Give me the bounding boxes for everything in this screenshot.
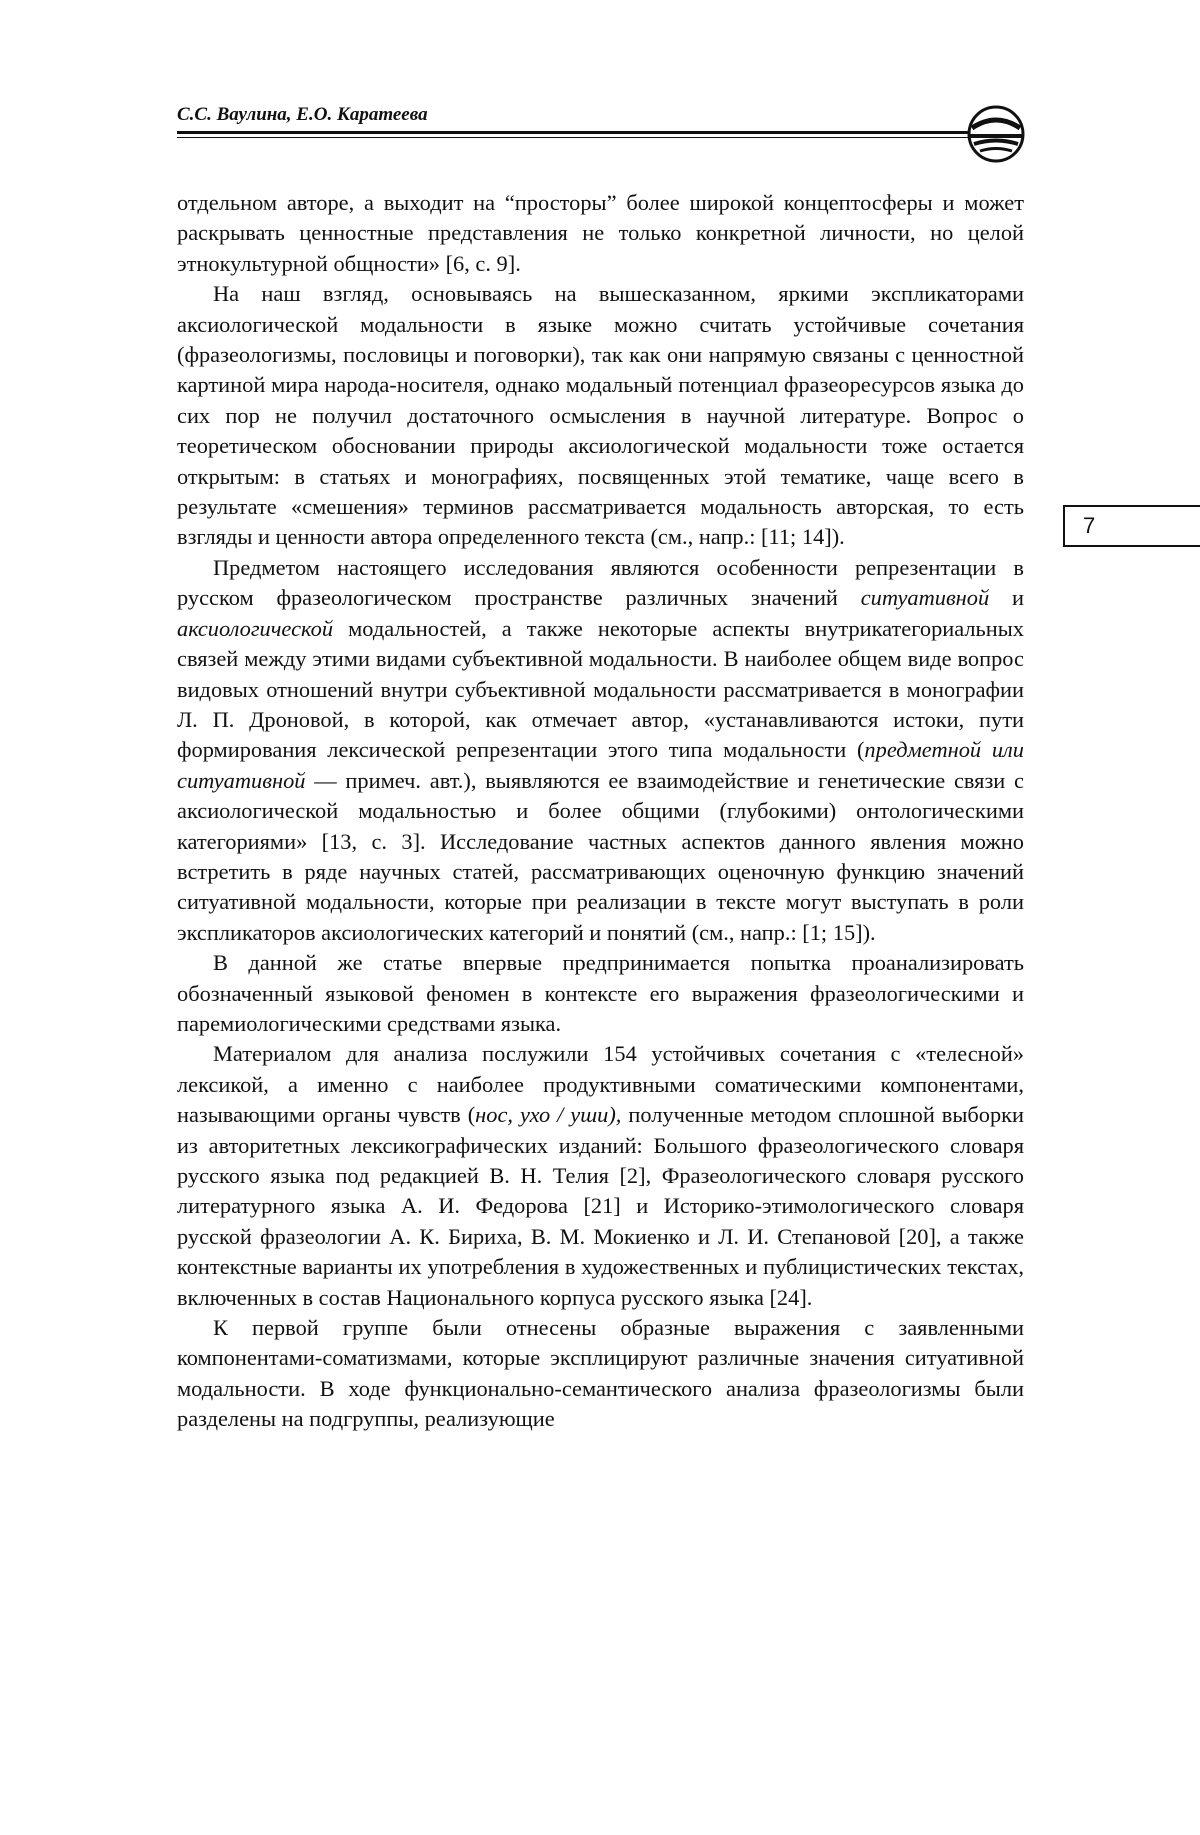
italic-term: аксиологической [177,615,334,641]
paragraph [177,279,1024,553]
text-run: — примеч. авт.), выявляются ее взаимодействие и генетические связи с аксиологической модальностью и более общими (глубокими) онтологическими категориями» [13, с. 3]. Исследование частных аспектов данного явления можно встретить в ряде научных статей, рассматривающих оценочную функцию значений ситуативной модальности, которые при реализации в тексте могут выступать в роли экспликаторов аксиологических категорий и понятий (см., напр.: [1; 15]). [177,767,1024,945]
text-run: отдельном авторе, а выходит на “просторы” более широкой концептосферы и может раскрывать ценностные представления не только конкретной личности, но целой этнокультурной общности» [6, с. 9]. [177,190,1024,276]
text-run: Материалом для анализа послужили 154 устойчивых сочетания с «телесной» лексикой, а именно с наиболее продуктивными соматическими компонентами, называющими органы чувств ( [177,1041,1024,1128]
running-head-authors: С.С. Ваулина, Е.О. Каратеева [177,104,428,125]
header-rule-thick [177,131,969,134]
text-run: и [989,585,1024,611]
journal-logo-icon [966,104,1026,164]
paragraph [177,1313,1024,1435]
paragraph [177,948,1024,1039]
text-run: На наш взгляд, основываясь на вышесказанном, яркими экспликаторами аксиологической модальности в языке можно считать устойчивые сочетания (фразеологизмы, пословицы и поговорки), так как они напрямую связаны с ценностной картиной мира народа-носителя, однако модальный потенциал фразеоресурсов языка до сих пор не получил достаточного осмысления в научной литературе. Вопрос о теоретическом обосновании природы аксиологической модальности тоже остается открытым: в статьях и монографиях, посвященных этой тематике, чаще всего в результате «смешения» терминов рассматривается модальность авторская, то есть взгляды и ценности автора определенного текста (см., напр.: [11; 14]). [177,281,1024,550]
paragraph [177,188,1024,279]
italic-term: нос, ухо / уши), [475,1102,622,1128]
text-run: Предметом настоящего исследования являются особенности репрезентации в русском фразеологическом пространстве различных значений [177,554,1024,611]
header-rule-thin [177,137,969,138]
paragraph [177,1039,1024,1313]
article-body [177,188,1024,1435]
page-number: 7 [1083,513,1096,538]
italic-term: ситуативной [860,585,990,611]
page-number-tab [1063,505,1200,547]
italic-term: предметной или ситуативной [177,737,1024,793]
paragraph [177,553,1024,948]
text-run: полученные методом сплошной выборки из авторитетных лексикографических изданий: Большого фразеологического словаря русского языка под редакцией В. Н. Телия [2], Фразеологического словаря русского литературного языка А. И. Федорова [21] и Историко-этимологического словаря русской фразеологии А. К. Бириха, В. М. Мокиенко и Л. И. Степановой [20], а также контекстные варианты их употребления в художественных и публицистических текстах, включенных в состав Национального корпуса русского языка [24]. [177,1102,1025,1310]
text-run: В данной же статье впервые предпринимается попытка проанализировать обозначенный языковой феномен в контексте его выражения фразеологическими и паремиологическими средствами языка. [177,950,1024,1036]
text-run: К первой группе были отнесены образные выражения с заявленными компонентами-соматизмами, которые эксплицируют различные значения ситуативной модальности. В ходе функционально-семантического анализа фразеологизмы были разделены на подгруппы, реализующие [177,1315,1024,1432]
text-run: модальностей, а также некоторые аспекты внутрикатегориальных связей между этими видами субъективной модальности. В наиболее общем виде вопрос видовых отношений внутри субъективной модальности рассматривается в монографии Л. П. Дроновой, в которой, как отмечает автор, «устанавливаются истоки, пути формирования лексической репрезентации этого типа модальности ( [177,615,1024,763]
